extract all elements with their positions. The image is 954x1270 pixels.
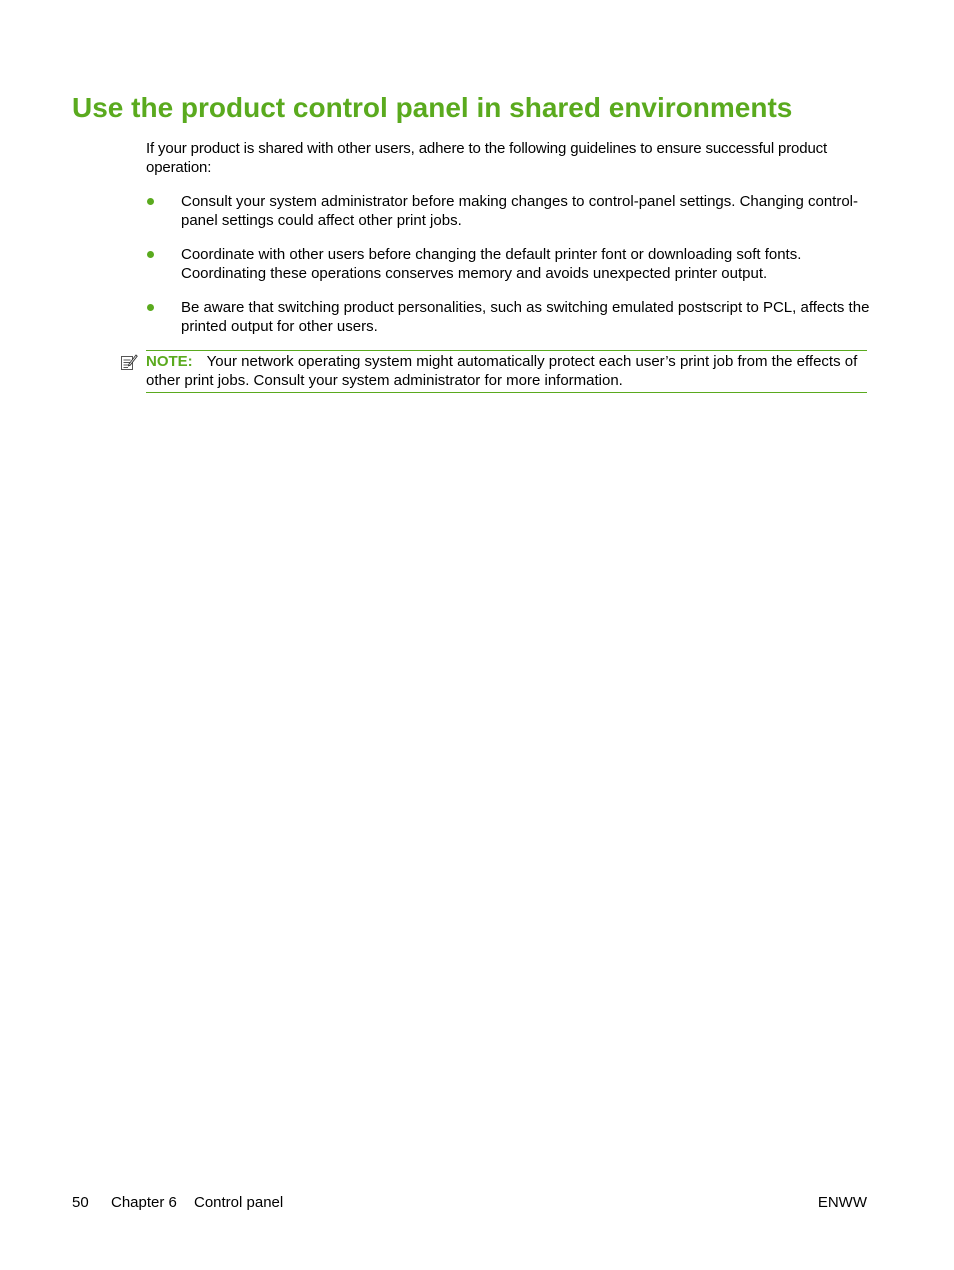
note-text: Your network operating system might automatically protect each user’s print job from the effects of other print jobs. Consult your system administrator for more information. <box>146 353 858 389</box>
bullet-icon <box>147 251 154 258</box>
footer-chapter: Chapter 6 <box>111 1194 177 1211</box>
list-item <box>146 245 874 283</box>
footer-page-number: 50 <box>72 1194 89 1211</box>
list-item <box>146 298 874 336</box>
list-item-text: Consult your system administrator before making changes to control-panel settings. Changing control-panel settings could affect other print jobs. <box>181 193 859 229</box>
guideline-list <box>146 192 874 351</box>
note-box <box>146 350 867 393</box>
bullet-icon <box>147 304 154 311</box>
note-icon <box>120 353 138 371</box>
list-item-text: Be aware that switching product personalities, such as switching emulated postscript to PCL, affects the printed output for other users. <box>181 299 870 335</box>
intro-paragraph: If your product is shared with other users, adhere to the following guidelines to ensure successful product operation: <box>146 140 828 176</box>
list-item-text: Coordinate with other users before changing the default printer font or downloading soft fonts. Coordinating these operations conserves memory and avoids unexpected printer output. <box>181 246 802 282</box>
list-item <box>146 192 874 230</box>
bullet-icon <box>147 198 154 205</box>
note-label: NOTE: <box>146 353 193 370</box>
page-title: Use the product control panel in shared environments <box>72 92 793 123</box>
footer-section: Control panel <box>194 1194 284 1211</box>
footer-locale: ENWW <box>817 1194 867 1211</box>
